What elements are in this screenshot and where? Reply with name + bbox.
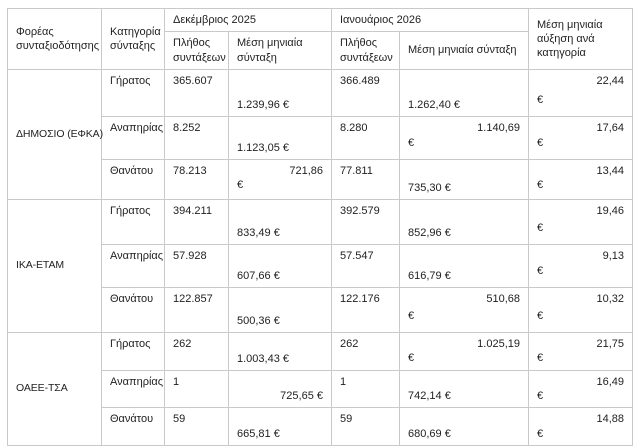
jan-mean-cell	[400, 116, 529, 159]
category-cell: Γήρατος	[102, 199, 165, 244]
euro-sign: €	[537, 221, 544, 234]
jan-count-cell: 392.579	[332, 199, 400, 244]
increase-cell	[529, 69, 633, 116]
increase-cell	[529, 332, 633, 370]
mean-amount: 1.140,69	[477, 121, 520, 134]
dec-mean-cell: 665,81 €	[229, 408, 332, 446]
jan-count-cell: 122.176	[332, 287, 400, 332]
table-row	[8, 159, 633, 199]
dec-count-cell: 262	[165, 332, 229, 370]
mean-amount: 721,86	[289, 164, 323, 177]
col-header-december-2025: Δεκέμβριος 2025	[165, 9, 332, 32]
col-header-increase: Μέση μηνιαία αύξηση ανά κατηγορία	[529, 9, 633, 70]
dec-mean-cell: 725,65 €	[229, 370, 332, 408]
dec-mean-cell: 1.239,96 €	[229, 69, 332, 116]
euro-sign: €	[408, 352, 415, 365]
increase-amount: 16,49	[596, 375, 624, 388]
dec-count-cell: 78.213	[165, 159, 229, 199]
provider-cell: ΟΑΕΕ-ΤΣΑ	[8, 332, 102, 445]
increase-cell	[529, 159, 633, 199]
table-row	[8, 244, 633, 287]
euro-sign: €	[408, 309, 415, 322]
increase-amount: 22,44	[596, 74, 624, 87]
jan-count-cell: 57.547	[332, 244, 400, 287]
dec-mean-cell: 500,36 €	[229, 287, 332, 332]
euro-sign: €	[537, 390, 544, 403]
jan-mean-cell: 742,14 €	[400, 370, 529, 408]
euro-sign: €	[237, 179, 244, 192]
increase-amount: 13,44	[596, 164, 624, 177]
increase-cell	[529, 370, 633, 408]
mean-amount: 1.025,19	[477, 337, 520, 350]
jan-mean-cell: 1.262,40 €	[400, 69, 529, 116]
dec-count-cell: 8.252	[165, 116, 229, 159]
dec-count-cell: 57.928	[165, 244, 229, 287]
dec-mean-cell: 833,49 €	[229, 199, 332, 244]
table-row	[8, 332, 633, 370]
dec-mean-cell: 1.123,05 €	[229, 116, 332, 159]
jan-count-cell: 77.811	[332, 159, 400, 199]
jan-count-cell: 8.280	[332, 116, 400, 159]
jan-count-cell: 366.489	[332, 69, 400, 116]
euro-sign: €	[537, 179, 544, 192]
dec-count-cell: 365.607	[165, 69, 229, 116]
table-row	[8, 199, 633, 244]
dec-count-cell: 59	[165, 408, 229, 446]
euro-sign: €	[537, 264, 544, 277]
euro-sign: €	[537, 309, 544, 322]
dec-mean-cell: 607,66 €	[229, 244, 332, 287]
table-row	[8, 370, 633, 408]
increase-cell	[529, 287, 633, 332]
col-header-provider: Φορέας συνταξιοδότησης	[8, 9, 102, 70]
jan-mean-cell: 852,96 €	[400, 199, 529, 244]
provider-cell: ΙΚΑ-ΕΤΑΜ	[8, 199, 102, 332]
col-header-dec-mean: Μέση μηνιαία σύνταξη	[229, 32, 332, 70]
jan-mean-cell: 735,30 €	[400, 159, 529, 199]
increase-amount: 10,32	[596, 292, 624, 305]
dec-mean-cell	[229, 159, 332, 199]
category-cell: Θανάτου	[102, 159, 165, 199]
header-row-1	[8, 9, 633, 32]
jan-count-cell: 1	[332, 370, 400, 408]
increase-cell	[529, 199, 633, 244]
table-row	[8, 69, 633, 116]
col-header-category: Κατηγορία σύνταξης	[102, 9, 165, 70]
euro-sign: €	[537, 136, 544, 149]
increase-amount: 17,64	[596, 121, 624, 134]
mean-amount: 510,68	[486, 292, 520, 305]
jan-count-cell: 262	[332, 332, 400, 370]
category-cell: Αναπηρίας	[102, 116, 165, 159]
category-cell: Γήρατος	[102, 69, 165, 116]
euro-sign: €	[537, 352, 544, 365]
table-row	[8, 408, 633, 446]
col-header-dec-count: Πλήθος συντάξεων	[165, 32, 229, 70]
increase-amount: 21,75	[596, 337, 624, 350]
provider-cell: ΔΗΜΟΣΙΟ (ΕΦΚΑ)	[8, 69, 102, 199]
jan-count-cell: 59	[332, 408, 400, 446]
dec-count-cell: 122.857	[165, 287, 229, 332]
col-header-january-2026: Ιανουάριος 2026	[332, 9, 529, 32]
jan-mean-cell	[400, 332, 529, 370]
dec-count-cell: 1	[165, 370, 229, 408]
euro-sign: €	[408, 136, 415, 149]
dec-mean-cell: 1.003,43 €	[229, 332, 332, 370]
increase-amount: 14,88	[596, 413, 624, 426]
increase-cell	[529, 116, 633, 159]
pensions-table	[7, 8, 633, 446]
jan-mean-cell: 616,79 €	[400, 244, 529, 287]
dec-count-cell: 394.211	[165, 199, 229, 244]
increase-cell	[529, 408, 633, 446]
increase-amount: 19,46	[596, 204, 624, 217]
category-cell: Θανάτου	[102, 287, 165, 332]
increase-cell	[529, 244, 633, 287]
category-cell: Αναπηρίας	[102, 370, 165, 408]
jan-mean-cell	[400, 287, 529, 332]
category-cell: Θανάτου	[102, 408, 165, 446]
euro-sign: €	[537, 427, 544, 440]
increase-amount: 9,13	[602, 249, 624, 262]
jan-mean-cell: 680,69 €	[400, 408, 529, 446]
category-cell: Γήρατος	[102, 332, 165, 370]
col-header-jan-count: Πλήθος συντάξεων	[332, 32, 400, 70]
category-cell: Αναπηρίας	[102, 244, 165, 287]
table-row	[8, 287, 633, 332]
euro-sign: €	[537, 93, 544, 106]
col-header-jan-mean: Μέση μηνιαία σύνταξη	[400, 32, 529, 70]
